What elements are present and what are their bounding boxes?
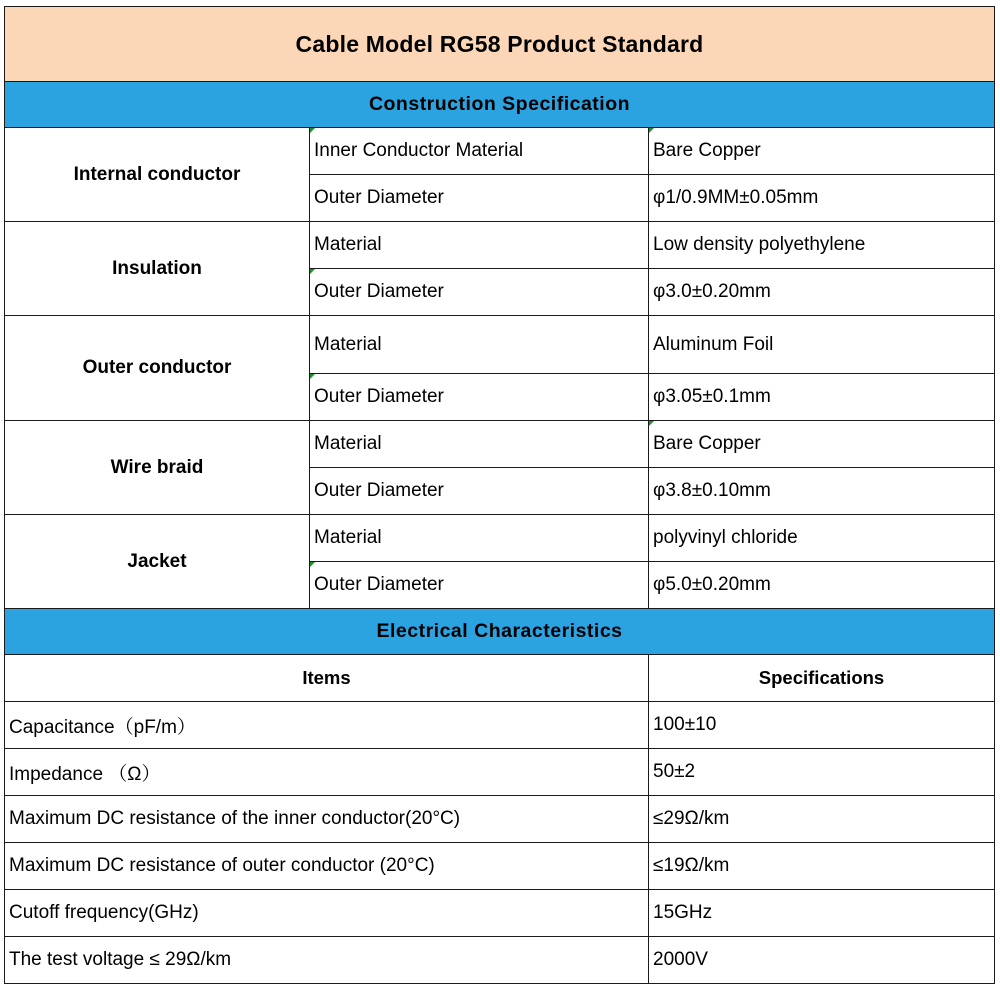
- item-cell: Maximum DC resistance of outer conductor (20°C): [5, 843, 649, 890]
- item-cell: Inner Conductor Material: [310, 128, 649, 175]
- table-row: [5, 749, 995, 796]
- table-row: [5, 702, 995, 749]
- item-cell: Maximum DC resistance of the inner conductor(20°C): [5, 796, 649, 843]
- value-cell: polyvinyl chloride: [649, 515, 995, 562]
- item-cell: Material: [310, 421, 649, 468]
- item-cell: Material: [310, 222, 649, 269]
- electrical-heading: Electrical Characteristics: [5, 609, 995, 655]
- table-row: [5, 421, 995, 468]
- category-internal-conductor: Internal conductor: [5, 128, 310, 222]
- table-row: [5, 222, 995, 269]
- value-cell: φ3.05±0.1mm: [649, 374, 995, 421]
- category-insulation: Insulation: [5, 222, 310, 316]
- value-cell: Aluminum Foil: [649, 316, 995, 374]
- value-cell: 15GHz: [649, 890, 995, 937]
- value-cell: ≤29Ω/km: [649, 796, 995, 843]
- value-cell: 2000V: [649, 937, 995, 984]
- value-cell: Bare Copper: [649, 128, 995, 175]
- table-row: [5, 796, 995, 843]
- table-row: [5, 128, 995, 175]
- value-cell: φ5.0±0.20mm: [649, 562, 995, 609]
- item-cell: Outer Diameter: [310, 269, 649, 316]
- table-row: [5, 937, 995, 984]
- category-jacket: Jacket: [5, 515, 310, 609]
- item-cell: Outer Diameter: [310, 374, 649, 421]
- value-cell: φ3.8±0.10mm: [649, 468, 995, 515]
- item-cell: The test voltage ≤ 29Ω/km: [5, 937, 649, 984]
- page-title: Cable Model RG58 Product Standard: [5, 7, 995, 82]
- category-outer-conductor: Outer conductor: [5, 316, 310, 421]
- value-cell: Bare Copper: [649, 421, 995, 468]
- item-cell: Capacitance（pF/m）: [5, 702, 649, 749]
- table-row: [5, 316, 995, 374]
- spec-table: [4, 6, 995, 984]
- item-cell: Outer Diameter: [310, 175, 649, 222]
- construction-heading: Construction Specification: [5, 82, 995, 128]
- value-cell: φ1/0.9MM±0.05mm: [649, 175, 995, 222]
- value-cell: Low density polyethylene: [649, 222, 995, 269]
- spec-sheet: [4, 6, 994, 984]
- table-row: [5, 515, 995, 562]
- column-header-specifications: Specifications: [649, 655, 995, 702]
- table-row: [5, 890, 995, 937]
- item-cell: Material: [310, 316, 649, 374]
- item-cell: Material: [310, 515, 649, 562]
- value-cell: 100±10: [649, 702, 995, 749]
- item-cell: Outer Diameter: [310, 562, 649, 609]
- item-cell: Impedance （Ω）: [5, 749, 649, 796]
- table-row: [5, 843, 995, 890]
- category-wire-braid: Wire braid: [5, 421, 310, 515]
- item-cell: Outer Diameter: [310, 468, 649, 515]
- value-cell: φ3.0±0.20mm: [649, 269, 995, 316]
- column-header-row: [5, 655, 995, 702]
- value-cell: ≤19Ω/km: [649, 843, 995, 890]
- value-cell: 50±2: [649, 749, 995, 796]
- column-header-items: Items: [5, 655, 649, 702]
- item-cell: Cutoff frequency(GHz): [5, 890, 649, 937]
